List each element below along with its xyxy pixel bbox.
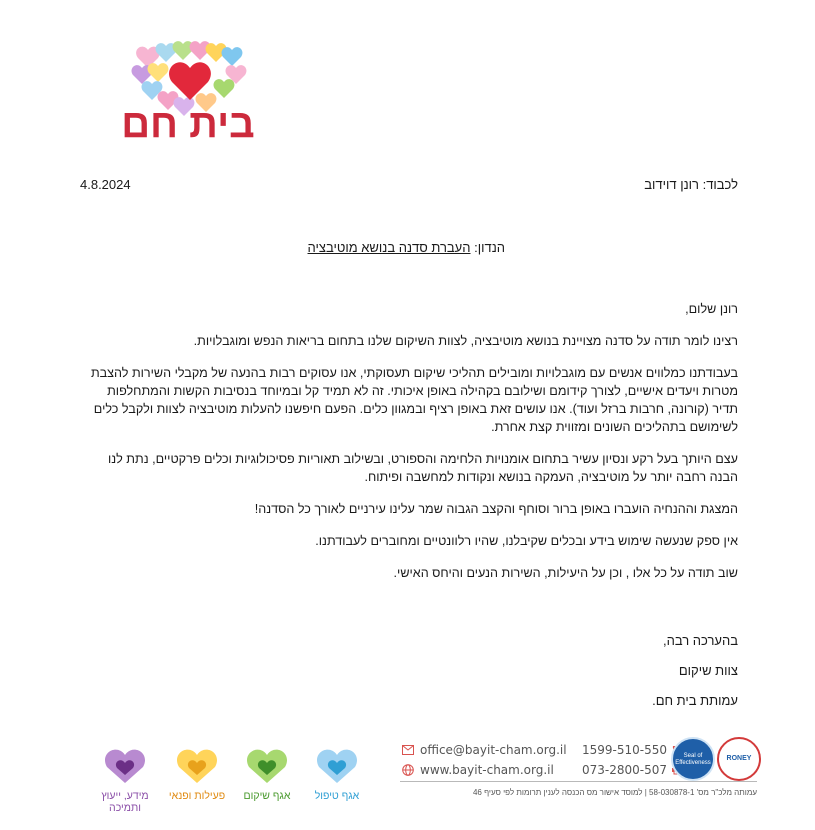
closing-regards: בהערכה רבה, xyxy=(663,633,738,648)
mail-icon xyxy=(402,745,414,755)
website-row xyxy=(402,763,554,777)
heart-purple-icon xyxy=(100,745,150,785)
email-link[interactable]: office@bayit-cham.org.il xyxy=(420,743,567,757)
subject-line xyxy=(308,240,505,255)
phone-row xyxy=(582,743,681,757)
seal-badge-text: Seal of Effectiveness xyxy=(675,753,711,766)
paragraph: בעבודתנו כמלווים אנשים עם מוגבלויות ומובילים תהליכי שיקום תעסוקתי, אנו עסוקים רבות בהנעה של מקבלי השירות להצבת מטרות ויעדים אישיים, לצורך קידומם ושילובם בקהילה באופן איכותי. זה לא תמיד קל ובמיוחד בנסיבות הקשות והמתחלפות תדיר (קורונה, חרבות ברזל ועוד). אנו עושים זאת באופן רציף ובמגוון כלים. הפעם חיפשנו להעלות מוטיבציה לצוות ולקבל כלים לשימושם בתהליכים השונים ומזווית קצת אחרת. xyxy=(90,366,738,434)
roney-badge-text: RONEY xyxy=(726,755,752,762)
paragraph: המצגת וההנחיה הועברו באופן ברור וסוחף והקצב הגבוה שמר עלינו עירניים לאורך כל הסדנה! xyxy=(254,502,738,516)
dept-info xyxy=(100,745,160,814)
dept-label: אגף טיפול xyxy=(314,790,360,802)
roney-badge xyxy=(717,737,761,781)
website-link[interactable]: www.bayit-cham.org.il xyxy=(420,763,554,777)
footer-divider xyxy=(400,781,757,782)
closing-org: עמותת בית חם. xyxy=(652,693,738,708)
seal-badge xyxy=(671,737,715,781)
registration-text: עמותה מלכ"ר מס' 58-030878-1 | למוסד אישור מס הכנסה לענין תרומות לפי סעיף 46 xyxy=(472,788,757,797)
phone-number: 1599-510-550 xyxy=(582,743,668,757)
letter-date: 4.8.2024 xyxy=(80,177,131,192)
heart-green-icon xyxy=(242,745,292,785)
dept-leisure xyxy=(168,745,232,802)
paragraph: רצינו לומר תודה על סדנה מצויינת בנושא מוטיבציה, לצוות השיקום שלנו בתחום בריאות הנפש ומוגבלויות. xyxy=(193,334,738,348)
dept-label: פעילות ופנאי xyxy=(168,790,226,802)
recipient: לכבוד: רונן דוידוב xyxy=(644,177,738,192)
closing xyxy=(652,626,738,716)
dept-rehab xyxy=(242,745,302,802)
closing-team: צוות שיקום xyxy=(678,663,738,678)
paragraph: עצם היותך בעל רקע ונסיון עשיר בתחום אומנויות הלחימה והספורט, ובשילוב תאוריות פסיכולוגיות וכלים פרקטיים, נתת לנו הבנה רחבה יותר על מוטיבציה, העמקה בנושא ונקודות למחשבה ופיתוח. xyxy=(107,452,738,484)
paragraph: שוב תודה על כל אלו , וכן על היעילות, השירות הנעים והיחס האישי. xyxy=(393,566,738,580)
heart-yellow-icon xyxy=(172,745,222,785)
fax-row xyxy=(582,763,681,777)
greeting: רונן שלום, xyxy=(685,302,738,316)
dept-label: מידע, ייעוץ ותמיכה xyxy=(101,790,149,814)
fax-number: 073-2800-507 xyxy=(582,763,668,777)
heart-blue-icon xyxy=(312,745,362,785)
org-name: בית חם xyxy=(121,102,255,146)
dept-label: אגף שיקום xyxy=(243,790,291,802)
email-row xyxy=(402,743,567,757)
paragraph: אין ספק שנעשה שימוש בידע ובכלים שקיבלנו, שהיו רלוונטיים ומחוברים לעבודתנו. xyxy=(315,534,738,548)
letter-body xyxy=(78,300,738,596)
dept-care xyxy=(312,745,372,802)
globe-icon xyxy=(402,764,414,776)
subject-prefix: הנדון: xyxy=(474,240,505,255)
subject-text: העברת סדנה בנושא מוטיבציה xyxy=(307,240,471,255)
